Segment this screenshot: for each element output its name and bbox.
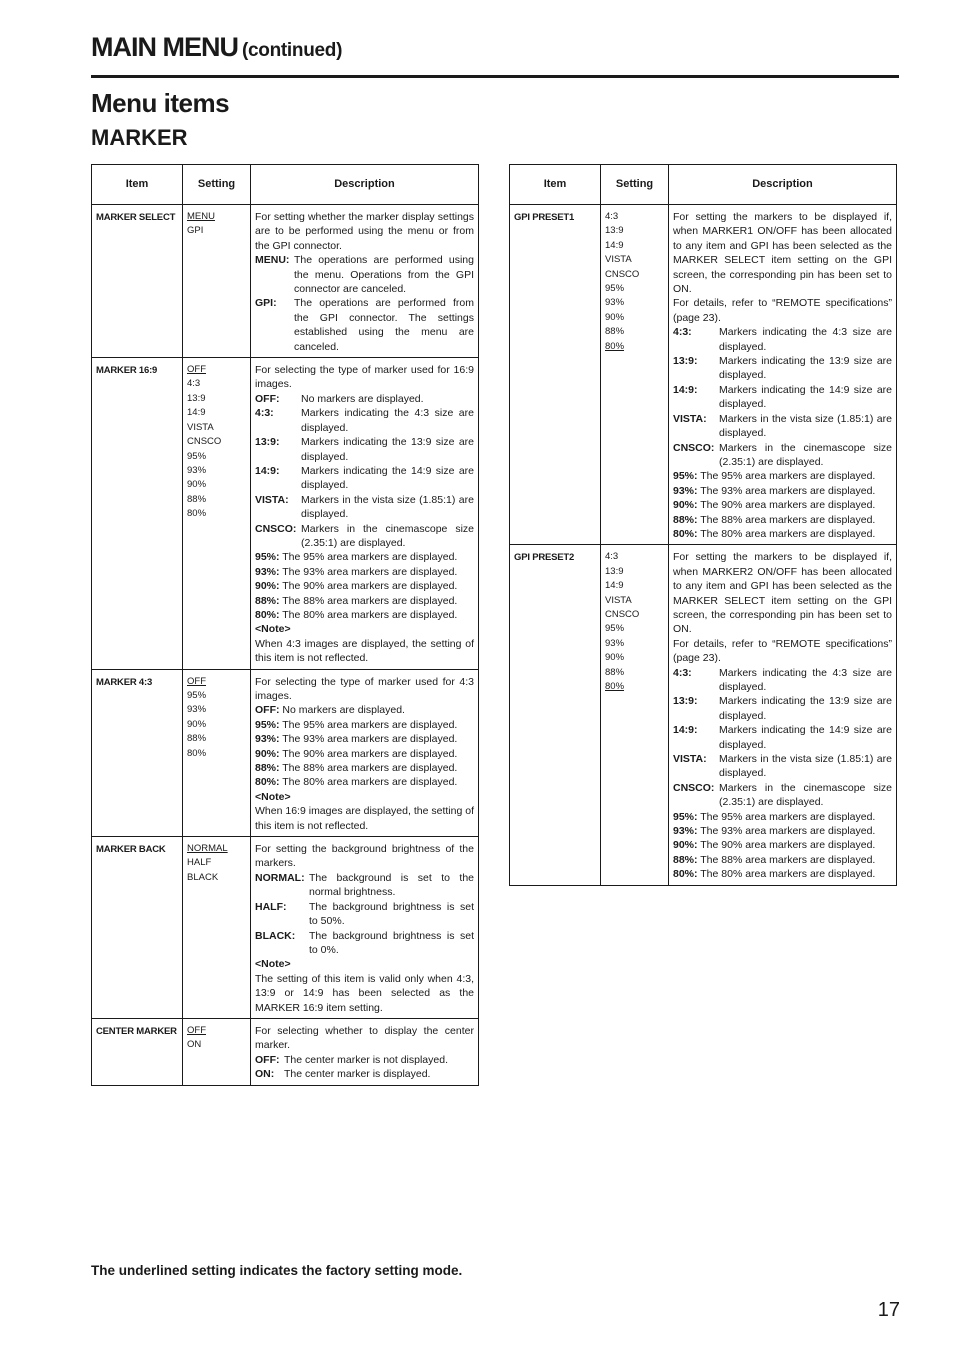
description-reference: For details, refer to “REMOTE specifications” (page 23). xyxy=(673,637,892,665)
option-text: Markers indicating the 4:3 size are displayed. xyxy=(719,666,892,693)
option-key: 90%: xyxy=(673,839,698,852)
setting-option: 80% xyxy=(187,747,207,759)
option-line xyxy=(255,718,474,732)
option-key: 93%: xyxy=(255,565,280,578)
option-line xyxy=(673,838,892,852)
setting-option: 90% xyxy=(605,311,625,323)
note-label: <Note> xyxy=(255,958,291,971)
option-text: Markers indicating the 14:9 size are displayed. xyxy=(719,383,892,411)
setting-cell xyxy=(183,205,251,358)
option-entry xyxy=(255,435,474,464)
setting-option: 13:9 xyxy=(605,565,624,577)
item-cell: MARKER 4:3 xyxy=(92,669,183,836)
note-text: When 16:9 images are displayed, the setting of this item is not reflected. xyxy=(255,805,474,832)
option-text: The background brightness is set to 0%. xyxy=(309,929,474,956)
table-row xyxy=(510,545,897,885)
option-line xyxy=(255,747,474,761)
option-text: Markers indicating the 13:9 size are displayed. xyxy=(301,436,474,463)
option-entry xyxy=(255,1053,474,1067)
option-text: The 95% area markers are displayed. xyxy=(282,551,458,564)
section-title: Menu items xyxy=(91,88,230,118)
option-key: 88%: xyxy=(673,513,698,526)
setting-cell xyxy=(601,545,669,885)
table-header-row xyxy=(92,165,479,205)
note-label: <Note> xyxy=(255,623,291,636)
column-header-setting: Setting xyxy=(601,165,669,205)
setting-option: 90% xyxy=(187,479,207,491)
header-title-main: MAIN MENU xyxy=(91,32,238,62)
option-text: The operations are performed using the menu. Operations from the GPI connector are canceled. xyxy=(294,254,474,296)
page-number: 17 xyxy=(877,1299,900,1321)
option-text: Markers in the vista size (1.85:1) are displayed. xyxy=(719,412,892,440)
option-text: The center marker is displayed. xyxy=(284,1068,431,1081)
option-key: 4:3: xyxy=(673,666,692,679)
option-text: The operations are performed from the GPI connector. The settings established using the menu are canceled. xyxy=(294,297,474,353)
option-key: GPI: xyxy=(255,297,277,310)
option-entry xyxy=(255,522,474,551)
option-line xyxy=(673,498,892,512)
setting-option: 88% xyxy=(187,733,207,745)
setting-option: 95% xyxy=(605,283,625,295)
option-text: The 80% area markers are displayed. xyxy=(282,776,458,789)
option-text: Markers in the cinemascope size (2.35:1) are displayed. xyxy=(301,522,474,549)
option-key: VISTA: xyxy=(673,412,707,425)
option-text: Markers in the vista size (1.85:1) are displayed. xyxy=(719,753,892,780)
table-row xyxy=(92,358,479,670)
note-text: The setting of this item is valid only when 4:3, 13:9 or 14:9 has been selected as the MARKER 16:9 item setting. xyxy=(255,972,474,1014)
option-line xyxy=(255,579,474,593)
option-key: NORMAL: xyxy=(255,871,305,884)
option-entry xyxy=(673,354,892,383)
option-entry xyxy=(255,406,474,435)
option-entry xyxy=(255,1067,474,1081)
table-row xyxy=(510,205,897,545)
option-text: The 88% area markers are displayed. xyxy=(700,853,876,866)
setting-option: 95% xyxy=(605,623,625,635)
option-key: OFF: xyxy=(255,704,280,717)
option-entry xyxy=(255,392,474,406)
setting-option: 88% xyxy=(605,666,625,678)
setting-option: 4:3 xyxy=(187,378,201,390)
option-text: Markers indicating the 13:9 size are displayed. xyxy=(719,695,892,722)
option-key: CNSCO: xyxy=(673,781,715,794)
option-key: 80%: xyxy=(255,776,280,789)
description-intro: For setting the background brightness of the markers. xyxy=(255,843,474,870)
option-line xyxy=(255,608,474,622)
item-cell: MARKER SELECT xyxy=(92,205,183,358)
setting-option: 80% xyxy=(187,508,207,520)
setting-option: 13:9 xyxy=(605,225,624,237)
option-key: 93%: xyxy=(255,733,280,746)
table-header-row xyxy=(510,165,897,205)
footer-note: The underlined setting indicates the factory setting mode. xyxy=(91,1263,463,1278)
option-line xyxy=(255,594,474,608)
description-cell xyxy=(251,1018,479,1085)
option-key: ON: xyxy=(255,1068,275,1081)
option-key: 95%: xyxy=(673,810,698,823)
description-cell xyxy=(251,358,479,670)
option-entry xyxy=(255,900,474,929)
option-text: Markers in the vista size (1.85:1) are displayed. xyxy=(301,493,474,521)
option-entry xyxy=(255,871,474,900)
setting-option: 88% xyxy=(187,493,207,505)
column-header-setting: Setting xyxy=(183,165,251,205)
option-key: 4:3: xyxy=(255,407,274,420)
option-text: The 80% area markers are displayed. xyxy=(282,608,458,621)
option-key: VISTA: xyxy=(673,753,707,766)
marker-table-left xyxy=(91,164,479,1086)
setting-option: 93% xyxy=(187,464,207,476)
description-intro: For selecting the type of marker used for 4:3 images. xyxy=(255,675,474,702)
item-cell: CENTER MARKER xyxy=(92,1018,183,1085)
option-key: OFF: xyxy=(255,392,280,405)
option-line xyxy=(673,853,892,867)
option-key: CNSCO: xyxy=(255,522,297,535)
table-row xyxy=(92,1018,479,1085)
option-text: The 90% area markers are displayed. xyxy=(282,580,458,593)
option-entry xyxy=(673,666,892,695)
option-entry xyxy=(673,694,892,723)
option-key: 90%: xyxy=(255,747,280,760)
option-key: 95%: xyxy=(255,551,280,564)
option-text: The 88% area markers are displayed. xyxy=(282,762,458,775)
option-key: 14:9: xyxy=(673,724,698,737)
option-text: The 93% area markers are displayed. xyxy=(282,565,458,578)
description-intro: For selecting whether to display the center marker. xyxy=(255,1024,474,1052)
setting-option: CNSCO xyxy=(605,608,640,620)
option-line xyxy=(255,565,474,579)
setting-option: 95% xyxy=(187,450,207,462)
header-title-continued: (continued) xyxy=(242,40,343,61)
option-entry xyxy=(673,441,892,470)
setting-option: 4:3 xyxy=(605,551,619,563)
column-header-description: Description xyxy=(251,165,479,205)
option-entry xyxy=(255,296,474,354)
option-line xyxy=(673,469,892,483)
option-text: The 93% area markers are displayed. xyxy=(700,484,876,497)
option-text: No markers are displayed. xyxy=(282,704,405,717)
table-row xyxy=(92,669,479,836)
setting-option: 93% xyxy=(605,637,625,649)
setting-option: 14:9 xyxy=(187,407,206,419)
option-line xyxy=(255,732,474,746)
setting-option: BLACK xyxy=(187,871,219,883)
option-key: VISTA: xyxy=(255,493,289,506)
description-reference: For details, refer to “REMOTE specifications” (page 23). xyxy=(673,297,892,324)
option-text: The 95% area markers are displayed. xyxy=(700,470,876,483)
option-line xyxy=(255,761,474,775)
description-intro: For selecting the type of marker used for 16:9 images. xyxy=(255,364,474,391)
option-text: Markers indicating the 4:3 size are displayed. xyxy=(301,407,474,434)
option-line xyxy=(673,867,892,881)
option-key: 88%: xyxy=(255,762,280,775)
option-key: 13:9: xyxy=(255,436,280,449)
setting-option: 88% xyxy=(605,326,625,338)
option-key: 14:9: xyxy=(673,383,698,396)
item-cell: GPI PRESET2 xyxy=(510,545,601,885)
column-header-item: Item xyxy=(92,165,183,205)
setting-option: 90% xyxy=(187,718,207,730)
option-line xyxy=(673,513,892,527)
header-rule xyxy=(91,75,899,78)
option-text: The 90% area markers are displayed. xyxy=(282,747,458,760)
option-text: No markers are displayed. xyxy=(301,392,424,405)
setting-option: 13:9 xyxy=(187,392,206,404)
option-text: The background is set to the normal brightness. xyxy=(309,871,474,899)
option-key: 90%: xyxy=(255,580,280,593)
option-key: 80%: xyxy=(255,608,280,621)
option-key: 14:9: xyxy=(255,464,280,477)
setting-cell xyxy=(183,669,251,836)
option-text: The 90% area markers are displayed. xyxy=(700,499,876,512)
description-cell xyxy=(669,205,897,545)
option-text: Markers indicating the 4:3 size are displayed. xyxy=(719,326,892,353)
option-key: OFF: xyxy=(255,1053,280,1066)
note-label: <Note> xyxy=(255,790,291,803)
note-text: When 4:3 images are displayed, the setting of this item is not reflected. xyxy=(255,637,474,665)
option-text: The 88% area markers are displayed. xyxy=(700,513,876,526)
setting-option: 14:9 xyxy=(605,239,624,251)
option-text: Markers in the cinemascope size (2.35:1) are displayed. xyxy=(719,781,892,809)
setting-option: ON xyxy=(187,1039,202,1051)
description-cell xyxy=(251,205,479,358)
option-text: The 90% area markers are displayed. xyxy=(700,839,876,852)
option-key: 90%: xyxy=(673,499,698,512)
option-entry xyxy=(255,493,474,522)
marker-table-right xyxy=(509,164,897,886)
option-entry xyxy=(673,781,892,810)
item-cell: MARKER BACK xyxy=(92,837,183,1019)
table-row xyxy=(92,837,479,1019)
option-entry xyxy=(255,464,474,493)
option-text: The 80% area markers are displayed. xyxy=(700,527,876,540)
setting-option: VISTA xyxy=(605,594,632,606)
option-entry xyxy=(673,723,892,752)
option-key: 88%: xyxy=(673,853,698,866)
setting-option: VISTA xyxy=(187,421,214,433)
option-key: BLACK: xyxy=(255,929,296,942)
setting-cell xyxy=(183,1018,251,1085)
option-entry xyxy=(673,752,892,781)
setting-option: HALF xyxy=(187,857,212,869)
option-text: Markers indicating the 14:9 size are displayed. xyxy=(719,724,892,751)
option-key: 80%: xyxy=(673,868,698,881)
option-key: CNSCO: xyxy=(673,441,715,454)
setting-cell xyxy=(183,837,251,1019)
option-text: The background brightness is set to 50%. xyxy=(309,900,474,928)
option-key: MENU: xyxy=(255,254,290,267)
option-key: 88%: xyxy=(255,594,280,607)
description-intro: For setting whether the marker display settings are to be performed using the menu or from the GPI connector. xyxy=(255,211,474,252)
option-text: The center marker is not displayed. xyxy=(284,1053,448,1066)
option-key: 95%: xyxy=(255,718,280,731)
option-key: 95%: xyxy=(673,470,698,483)
setting-option: 80% xyxy=(605,681,625,692)
option-text: The 95% area markers are displayed. xyxy=(282,718,458,731)
option-line xyxy=(673,824,892,838)
column-header-item: Item xyxy=(510,165,601,205)
option-line xyxy=(255,703,474,717)
option-entry xyxy=(673,412,892,441)
option-text: The 95% area markers are displayed. xyxy=(700,810,876,823)
option-text: The 88% area markers are displayed. xyxy=(282,594,458,607)
description-cell xyxy=(669,545,897,885)
item-cell: GPI PRESET1 xyxy=(510,205,601,545)
setting-option: CNSCO xyxy=(187,436,222,448)
setting-cell xyxy=(601,205,669,545)
page-header xyxy=(91,32,342,63)
setting-option: MENU xyxy=(187,211,215,222)
item-cell: MARKER 16:9 xyxy=(92,358,183,670)
option-entry xyxy=(673,325,892,354)
table-row xyxy=(92,205,479,358)
setting-option: 14:9 xyxy=(605,580,624,592)
option-key: 93%: xyxy=(673,825,698,838)
description-intro: For setting the markers to be displayed if, when MARKER2 ON/OFF has been allocated to any item and GPI has been selected as the MARKER SELECT item setting on the GPI screen, the corresponding pin has been set to ON. xyxy=(673,551,892,636)
option-text: The 80% area markers are displayed. xyxy=(700,868,876,881)
option-key: 4:3: xyxy=(673,326,692,339)
option-entry xyxy=(673,383,892,412)
option-text: Markers indicating the 13:9 size are displayed. xyxy=(719,355,892,382)
option-text: The 93% area markers are displayed. xyxy=(700,825,876,838)
option-text: Markers in the cinemascope size (2.35:1) are displayed. xyxy=(719,441,892,468)
column-header-description: Description xyxy=(669,165,897,205)
setting-option: NORMAL xyxy=(187,843,228,855)
option-key: HALF: xyxy=(255,900,287,913)
option-line xyxy=(673,484,892,498)
setting-option: 95% xyxy=(187,690,207,701)
setting-option: 93% xyxy=(605,297,625,309)
setting-option: VISTA xyxy=(605,254,632,266)
setting-option: OFF xyxy=(187,675,206,687)
option-entry xyxy=(255,929,474,958)
description-intro: For setting the markers to be displayed if, when MARKER1 ON/OFF has been allocated to any item and GPI has been selected as the MARKER SELECT item setting on the GPI screen, the corresponding pin has been set to ON. xyxy=(673,211,892,296)
setting-option: CNSCO xyxy=(605,268,640,280)
setting-option: 80% xyxy=(605,340,625,352)
option-line xyxy=(673,527,892,541)
setting-option: GPI xyxy=(187,225,204,237)
setting-option: OFF xyxy=(187,1024,206,1036)
description-cell xyxy=(251,669,479,836)
setting-option: OFF xyxy=(187,364,206,376)
setting-option: 90% xyxy=(605,652,625,664)
option-key: 93%: xyxy=(673,484,698,497)
setting-option: 4:3 xyxy=(605,211,619,222)
description-cell xyxy=(251,837,479,1019)
option-line xyxy=(255,775,474,789)
setting-cell xyxy=(183,358,251,670)
option-key: 13:9: xyxy=(673,355,698,368)
option-key: 80%: xyxy=(673,527,698,540)
option-line xyxy=(673,810,892,824)
option-entry xyxy=(255,253,474,296)
option-key: 13:9: xyxy=(673,695,698,708)
setting-option: 93% xyxy=(187,704,207,716)
option-text: Markers indicating the 14:9 size are displayed. xyxy=(301,464,474,492)
option-text: The 93% area markers are displayed. xyxy=(282,733,458,746)
option-line xyxy=(255,550,474,564)
section-subtitle: MARKER xyxy=(91,125,188,150)
